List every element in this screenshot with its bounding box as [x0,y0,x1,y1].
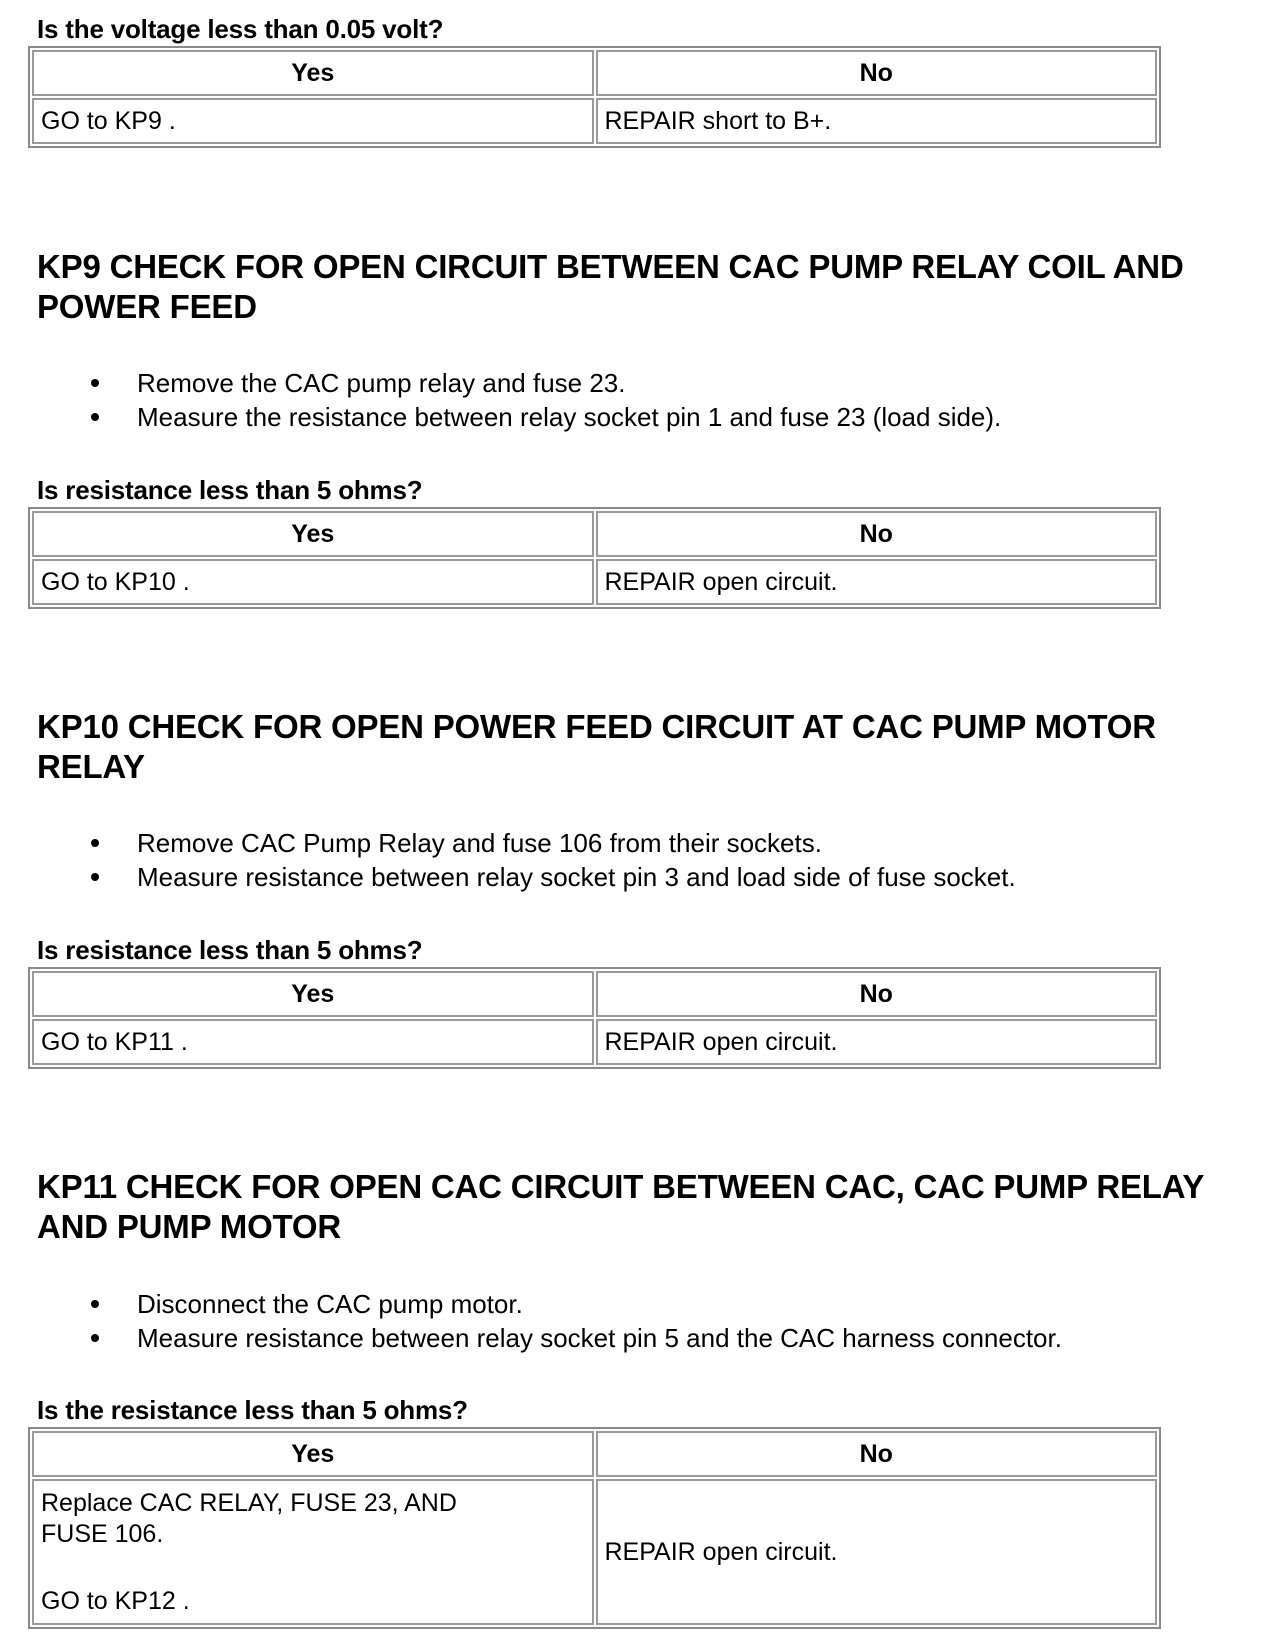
decision-table-voltage [28,46,1161,148]
yes-action-line: Replace CAC RELAY, FUSE 23, AND FUSE 106. [41,1488,457,1548]
yes-action-line: GO to KP12 . [41,1586,190,1615]
no-header: No [596,971,1158,1017]
bullet-icon [91,1334,99,1342]
instruction-item: Measure resistance between relay socket pin 5 and the CAC harness connector. [0,1321,1240,1355]
question-kp9: Is resistance less than 5 ohms? [37,475,423,505]
no-header: No [596,511,1158,557]
question-kp10: Is resistance less than 5 ohms? [37,935,423,965]
instruction-item: Remove CAC Pump Relay and fuse 106 from their sockets. [0,826,1240,860]
yes-header: Yes [32,511,594,557]
yes-action: GO to KP9 . [32,98,594,144]
decision-table-kp10 [28,967,1161,1069]
instruction-item: Remove the CAC pump relay and fuse 23. [0,366,1240,400]
decision-table-kp11 [28,1427,1161,1629]
no-action: REPAIR short to B+. [596,98,1158,144]
step-heading-kp9: KP9 CHECK FOR OPEN CIRCUIT BETWEEN CAC PUMP RELAY COIL AND POWER FEED [37,248,1184,325]
no-header: No [596,50,1158,96]
step-heading-kp10: KP10 CHECK FOR OPEN POWER FEED CIRCUIT AT CAC PUMP MOTOR RELAY [37,708,1156,785]
yes-action: GO to KP10 . [32,559,594,605]
bullet-icon [91,873,99,881]
yes-action [32,1479,594,1625]
step-instructions-kp10 [0,826,1240,894]
instruction-item: Measure resistance between relay socket pin 3 and load side of fuse socket. [0,860,1240,894]
no-action: REPAIR open circuit. [596,1019,1158,1065]
step-instructions-kp11 [0,1287,1240,1355]
yes-header: Yes [32,1431,594,1477]
no-action: REPAIR open circuit. [596,1479,1158,1625]
bullet-icon [91,379,99,387]
decision-table-kp9 [28,507,1161,609]
question-voltage: Is the voltage less than 0.05 volt? [37,14,444,44]
bullet-icon [91,839,99,847]
question-kp11: Is the resistance less than 5 ohms? [37,1395,468,1425]
yes-header: Yes [32,971,594,1017]
instruction-item: Disconnect the CAC pump motor. [0,1287,1240,1321]
bullet-icon [91,1300,99,1308]
step-instructions-kp9 [0,366,1240,434]
yes-header: Yes [32,50,594,96]
bullet-icon [91,413,99,421]
no-action: REPAIR open circuit. [596,559,1158,605]
yes-action: GO to KP11 . [32,1019,594,1065]
instruction-item: Measure the resistance between relay socket pin 1 and fuse 23 (load side). [0,400,1240,434]
no-header: No [596,1431,1158,1477]
step-heading-kp11: KP11 CHECK FOR OPEN CAC CIRCUIT BETWEEN CAC, CAC PUMP RELAY AND PUMP MOTOR [37,1168,1204,1245]
